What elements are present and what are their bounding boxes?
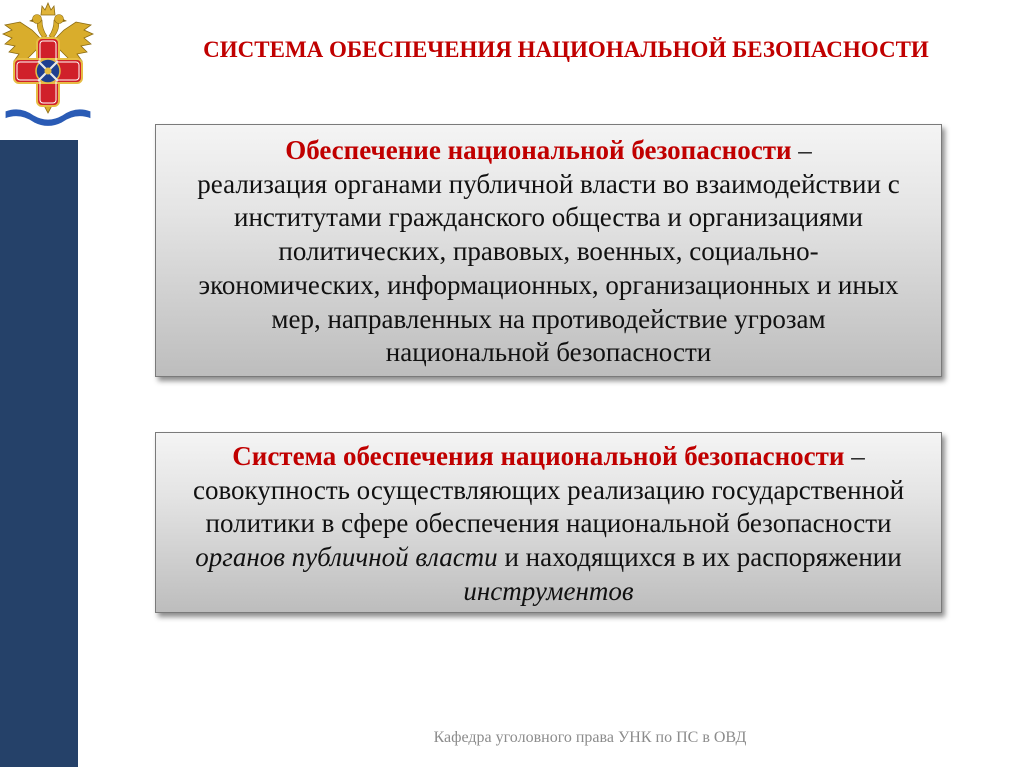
eagle-head-right-icon <box>55 15 64 24</box>
definition-term: Обеспечение национальной безопасности <box>285 135 792 165</box>
definition-dash: – <box>798 135 812 165</box>
definition-heading-line <box>156 134 941 168</box>
italic-phrase: органов публичной власти <box>195 542 498 573</box>
definition-text-line <box>156 541 941 575</box>
definition-text-line: совокупность осуществляющих реализацию государственной <box>192 474 905 505</box>
definition-term: Система обеспечения национальной безопасности <box>232 441 845 471</box>
definition-text-line: институтами гражданского общества и организациями <box>234 202 863 233</box>
slide-title: СИСТЕМА ОБЕСПЕЧЕНИЯ НАЦИОНАЛЬНОЙ БЕЗОПАСНОСТИ <box>203 37 929 62</box>
definition-heading-line <box>156 440 941 474</box>
eagle-head-left-icon <box>33 15 42 24</box>
left-accent-bar <box>0 140 78 767</box>
double-headed-eagle-emblem-icon <box>0 0 96 130</box>
definition-text-fragment: и находящихся в их распоряжении <box>504 542 902 573</box>
definition-text-line <box>156 575 941 609</box>
definition-dash: – <box>851 441 865 471</box>
slide-footer: Кафедра уголовного права УНК по ПС в ОВД <box>433 729 747 746</box>
emblem-logo <box>0 0 96 130</box>
italic-phrase: инструментов <box>463 575 634 606</box>
definition-text-line: экономических, информационных, организационных и иных <box>198 269 899 300</box>
crown-icon <box>41 3 55 15</box>
definition-text-line: политических, правовых, военных, социально- <box>278 236 819 267</box>
definition-text-line: политики в сфере обеспечения национальной безопасности <box>205 508 892 539</box>
definition-text-line: национальной безопасности <box>385 337 712 368</box>
definition-box-ensuring-security <box>155 124 942 377</box>
definition-box-security-system <box>155 432 942 613</box>
definition-text-line: реализация органами публичной власти во взаимодействии с <box>197 168 900 199</box>
definition-text-line: мер, направленных на противодействие угрозам <box>271 303 826 334</box>
